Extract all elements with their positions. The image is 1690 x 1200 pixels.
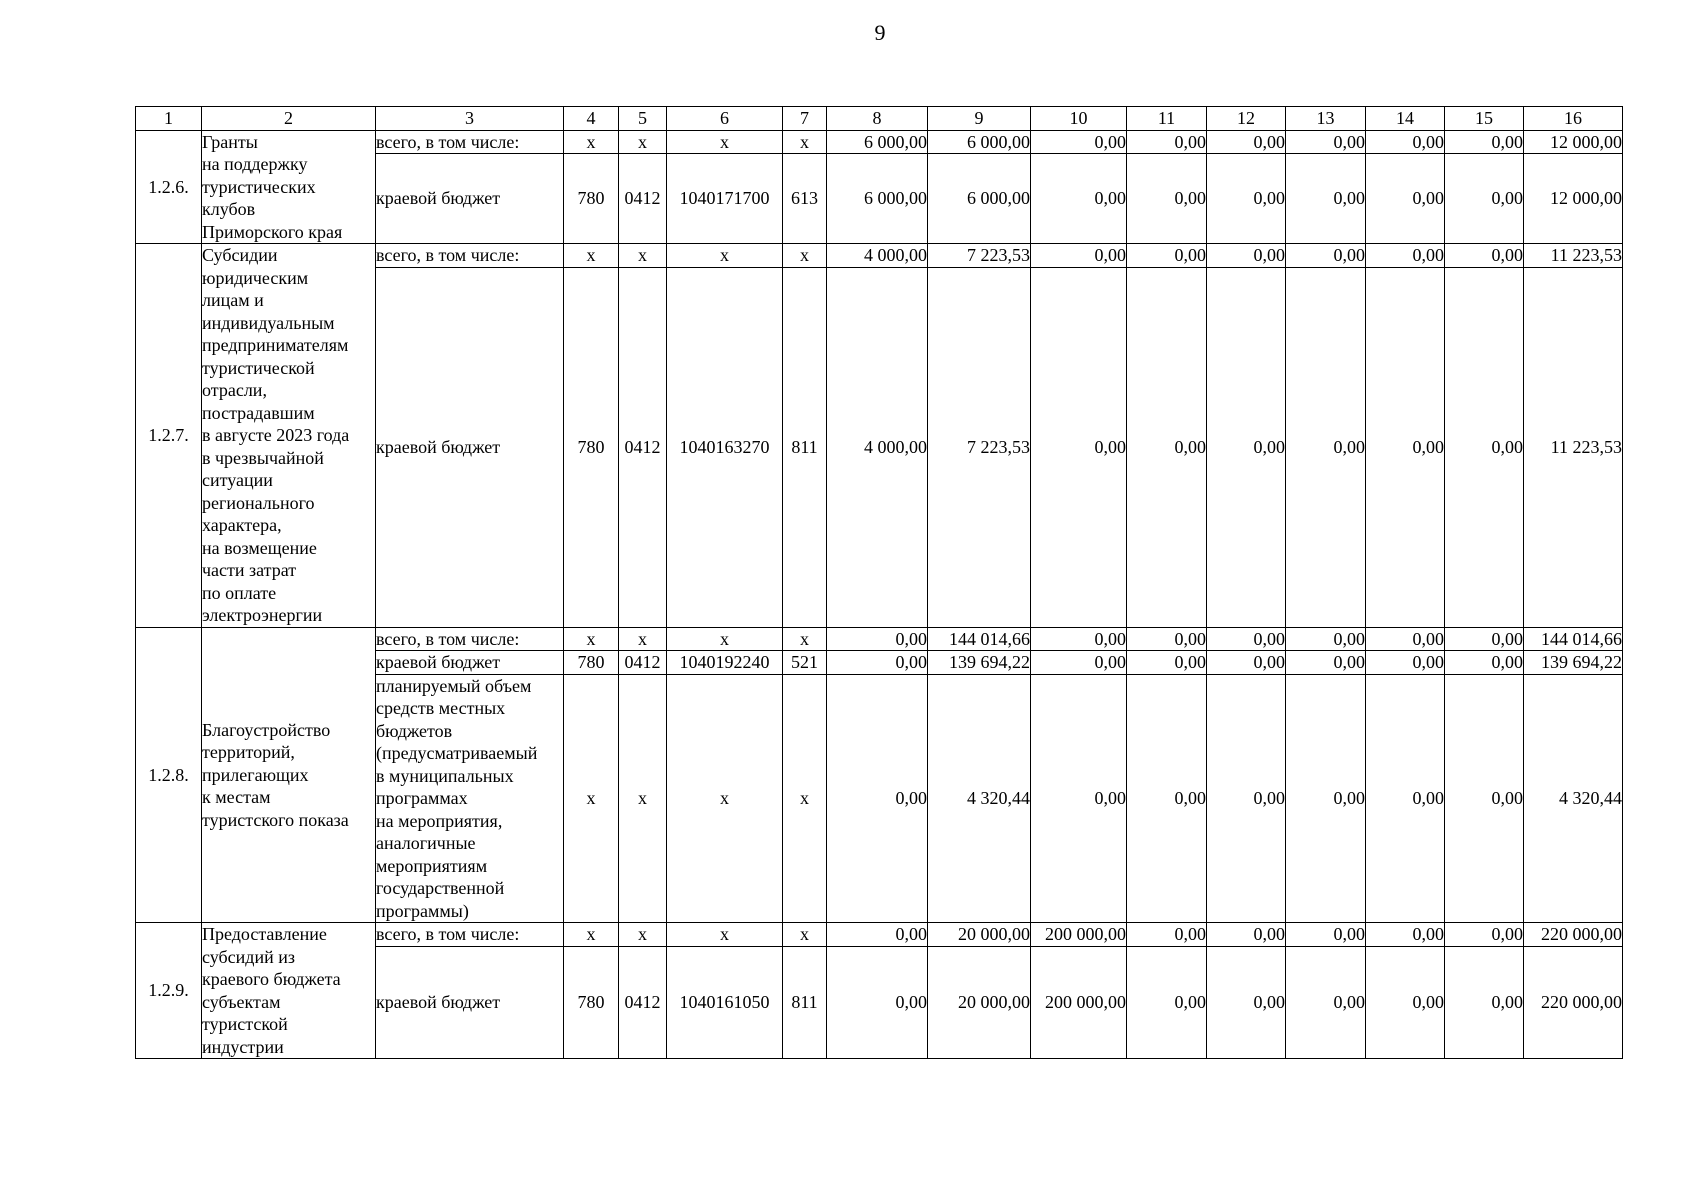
amount-col-15: 0,00: [1445, 947, 1524, 1059]
amount-col-11: 0,00: [1127, 130, 1207, 154]
funding-source: всего, в том числе:: [376, 244, 564, 268]
target-article-code: 1040163270: [667, 268, 783, 628]
expense-type-code: 811: [783, 947, 827, 1059]
funding-source: всего, в том числе:: [376, 130, 564, 154]
amount-col-9: 139 694,22: [928, 651, 1031, 675]
page-number: 9: [874, 20, 886, 45]
amount-col-15: 0,00: [1445, 923, 1524, 947]
section-code: x: [619, 627, 667, 651]
amount-col-8: 0,00: [827, 651, 928, 675]
column-header-2: 2: [202, 107, 376, 131]
amount-col-15: 0,00: [1445, 130, 1524, 154]
expense-type-code: 811: [783, 268, 827, 628]
amount-col-12: 0,00: [1207, 651, 1286, 675]
amount-col-10: 0,00: [1031, 627, 1127, 651]
grbs-code: 780: [564, 947, 619, 1059]
amount-col-8: 0,00: [827, 627, 928, 651]
funding-source: планируемый объем средств местных бюджетов (предусматриваемый в муниципальных программах на мероприятия, аналогичные мероприятиям государственной программы): [376, 674, 564, 923]
amount-col-15: 0,00: [1445, 627, 1524, 651]
section-code: x: [619, 923, 667, 947]
amount-col-12: 0,00: [1207, 923, 1286, 947]
amount-col-13: 0,00: [1286, 947, 1366, 1059]
table-row: [136, 130, 1623, 154]
amount-col-9: 20 000,00: [928, 923, 1031, 947]
column-header-10: 10: [1031, 107, 1127, 131]
funding-source: всего, в том числе:: [376, 923, 564, 947]
amount-col-16: 11 223,53: [1524, 268, 1623, 628]
column-header-15: 15: [1445, 107, 1524, 131]
column-header-11: 11: [1127, 107, 1207, 131]
expense-type-code: 613: [783, 154, 827, 244]
target-article-code: 1040192240: [667, 651, 783, 675]
amount-col-11: 0,00: [1127, 154, 1207, 244]
amount-col-8: 4 000,00: [827, 268, 928, 628]
amount-col-8: 4 000,00: [827, 244, 928, 268]
amount-col-16: 144 014,66: [1524, 627, 1623, 651]
column-header-4: 4: [564, 107, 619, 131]
section-code: 0412: [619, 947, 667, 1059]
amount-col-12: 0,00: [1207, 627, 1286, 651]
amount-col-13: 0,00: [1286, 651, 1366, 675]
section-code: 0412: [619, 651, 667, 675]
grbs-code: x: [564, 627, 619, 651]
amount-col-8: 0,00: [827, 674, 928, 923]
grbs-code: 780: [564, 268, 619, 628]
table-row: [136, 923, 1623, 947]
column-header-14: 14: [1366, 107, 1445, 131]
item-name: Предоставление субсидий из краевого бюджета субъектам туристской индустрии: [202, 923, 376, 1059]
item-number: 1.2.6.: [136, 130, 202, 244]
amount-col-9: 4 320,44: [928, 674, 1031, 923]
grbs-code: x: [564, 923, 619, 947]
target-article-code: 1040161050: [667, 947, 783, 1059]
amount-col-16: 12 000,00: [1524, 154, 1623, 244]
amount-col-16: 12 000,00: [1524, 130, 1623, 154]
amount-col-13: 0,00: [1286, 627, 1366, 651]
amount-col-13: 0,00: [1286, 674, 1366, 923]
column-header-13: 13: [1286, 107, 1366, 131]
amount-col-14: 0,00: [1366, 651, 1445, 675]
amount-col-8: 0,00: [827, 923, 928, 947]
target-article-code: x: [667, 674, 783, 923]
item-number: 1.2.7.: [136, 244, 202, 628]
target-article-code: x: [667, 923, 783, 947]
grbs-code: x: [564, 244, 619, 268]
column-header-1: 1: [136, 107, 202, 131]
grbs-code: 780: [564, 154, 619, 244]
column-header-8: 8: [827, 107, 928, 131]
amount-col-14: 0,00: [1366, 627, 1445, 651]
amount-col-16: 220 000,00: [1524, 923, 1623, 947]
amount-col-13: 0,00: [1286, 923, 1366, 947]
amount-col-11: 0,00: [1127, 923, 1207, 947]
column-header-7: 7: [783, 107, 827, 131]
expense-type-code: 521: [783, 651, 827, 675]
amount-col-12: 0,00: [1207, 130, 1286, 154]
section-code: 0412: [619, 268, 667, 628]
amount-col-11: 0,00: [1127, 244, 1207, 268]
amount-col-15: 0,00: [1445, 244, 1524, 268]
item-number: 1.2.9.: [136, 923, 202, 1059]
budget-table-body: [136, 107, 1623, 1059]
item-name: Субсидии юридическим лицам и индивидуальным предпринимателям туристической отрасли, пострадавшим в августе 2023 года в чрезвычайной ситуации регионального характера, на возмещение части затрат по оплате электроэнергии: [202, 244, 376, 628]
amount-col-13: 0,00: [1286, 154, 1366, 244]
amount-col-9: 144 014,66: [928, 627, 1031, 651]
amount-col-12: 0,00: [1207, 947, 1286, 1059]
amount-col-16: 11 223,53: [1524, 244, 1623, 268]
funding-source: краевой бюджет: [376, 651, 564, 675]
grbs-code: x: [564, 130, 619, 154]
expense-type-code: x: [783, 674, 827, 923]
section-code: x: [619, 130, 667, 154]
amount-col-14: 0,00: [1366, 130, 1445, 154]
column-header-16: 16: [1524, 107, 1623, 131]
target-article-code: 1040171700: [667, 154, 783, 244]
item-name: Благоустройство территорий, прилегающих к местам туристского показа: [202, 627, 376, 923]
column-header-6: 6: [667, 107, 783, 131]
grbs-code: 780: [564, 651, 619, 675]
amount-col-12: 0,00: [1207, 268, 1286, 628]
amount-col-10: 0,00: [1031, 154, 1127, 244]
amount-col-14: 0,00: [1366, 244, 1445, 268]
amount-col-11: 0,00: [1127, 947, 1207, 1059]
amount-col-11: 0,00: [1127, 268, 1207, 628]
expense-type-code: x: [783, 627, 827, 651]
amount-col-15: 0,00: [1445, 651, 1524, 675]
amount-col-10: 0,00: [1031, 268, 1127, 628]
amount-col-14: 0,00: [1366, 154, 1445, 244]
amount-col-15: 0,00: [1445, 674, 1524, 923]
column-header-9: 9: [928, 107, 1031, 131]
amount-col-9: 7 223,53: [928, 244, 1031, 268]
amount-col-9: 6 000,00: [928, 130, 1031, 154]
funding-source: всего, в том числе:: [376, 627, 564, 651]
amount-col-14: 0,00: [1366, 674, 1445, 923]
amount-col-14: 0,00: [1366, 947, 1445, 1059]
amount-col-11: 0,00: [1127, 674, 1207, 923]
amount-col-10: 200 000,00: [1031, 923, 1127, 947]
amount-col-10: 0,00: [1031, 674, 1127, 923]
amount-col-10: 0,00: [1031, 130, 1127, 154]
target-article-code: x: [667, 627, 783, 651]
funding-source: краевой бюджет: [376, 268, 564, 628]
target-article-code: x: [667, 244, 783, 268]
funding-source: краевой бюджет: [376, 947, 564, 1059]
amount-col-10: 0,00: [1031, 244, 1127, 268]
amount-col-10: 0,00: [1031, 651, 1127, 675]
amount-col-11: 0,00: [1127, 627, 1207, 651]
expense-type-code: x: [783, 244, 827, 268]
section-code: x: [619, 674, 667, 923]
amount-col-14: 0,00: [1366, 923, 1445, 947]
amount-col-14: 0,00: [1366, 268, 1445, 628]
header-row: [136, 107, 1623, 131]
section-code: 0412: [619, 154, 667, 244]
column-header-5: 5: [619, 107, 667, 131]
amount-col-16: 220 000,00: [1524, 947, 1623, 1059]
funding-source: краевой бюджет: [376, 154, 564, 244]
column-header-3: 3: [376, 107, 564, 131]
amount-col-11: 0,00: [1127, 651, 1207, 675]
item-name: Гранты на поддержку туристических клубов Приморского края: [202, 130, 376, 244]
expense-type-code: x: [783, 923, 827, 947]
amount-col-16: 4 320,44: [1524, 674, 1623, 923]
amount-col-9: 7 223,53: [928, 268, 1031, 628]
amount-col-9: 20 000,00: [928, 947, 1031, 1059]
amount-col-10: 200 000,00: [1031, 947, 1127, 1059]
amount-col-13: 0,00: [1286, 130, 1366, 154]
table-row: [136, 244, 1623, 268]
amount-col-15: 0,00: [1445, 154, 1524, 244]
budget-table: [135, 106, 1623, 1059]
amount-col-16: 139 694,22: [1524, 651, 1623, 675]
amount-col-8: 6 000,00: [827, 130, 928, 154]
item-number: 1.2.8.: [136, 627, 202, 923]
amount-col-8: 6 000,00: [827, 154, 928, 244]
amount-col-12: 0,00: [1207, 154, 1286, 244]
grbs-code: x: [564, 674, 619, 923]
section-code: x: [619, 244, 667, 268]
amount-col-12: 0,00: [1207, 674, 1286, 923]
target-article-code: x: [667, 130, 783, 154]
column-header-12: 12: [1207, 107, 1286, 131]
amount-col-9: 6 000,00: [928, 154, 1031, 244]
amount-col-12: 0,00: [1207, 244, 1286, 268]
expense-type-code: x: [783, 130, 827, 154]
amount-col-13: 0,00: [1286, 244, 1366, 268]
amount-col-8: 0,00: [827, 947, 928, 1059]
amount-col-15: 0,00: [1445, 268, 1524, 628]
table-row: [136, 627, 1623, 651]
amount-col-13: 0,00: [1286, 268, 1366, 628]
